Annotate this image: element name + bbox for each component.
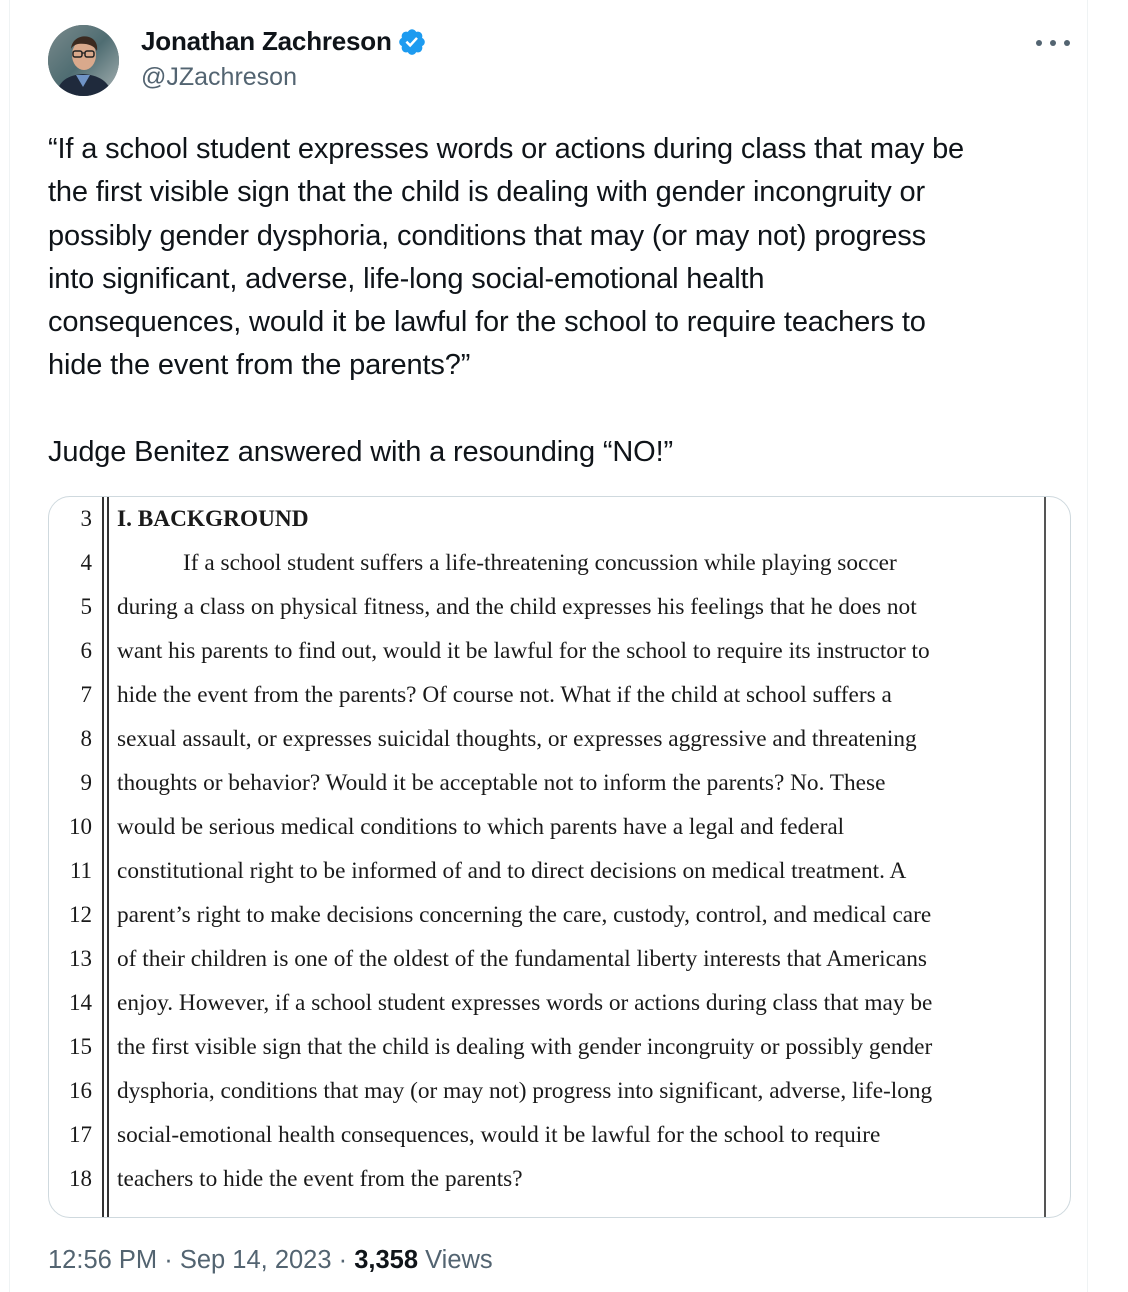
tweet-text-line: “If a school student expresses words or actions during class that may be [48, 133, 965, 165]
document-line-text: the first visible sign that the child is dealing with gender incongruity or possibly gender [117, 1034, 933, 1060]
tweet-card [9, 0, 1088, 1292]
line-number: 6 [80, 638, 92, 663]
line-number: 7 [80, 682, 92, 707]
tweet-text-line: into significant, adverse, life-long social-emotional health [48, 262, 765, 295]
tweet-date[interactable]: Sep 14, 2023 [179, 1246, 332, 1274]
document-line-text: during a class on physical fitness, and the child expresses his feelings that he does not [117, 594, 917, 620]
document-line [49, 1069, 1070, 1113]
document-line [49, 497, 1070, 541]
author-name-row [141, 26, 427, 57]
document-line [49, 761, 1070, 805]
profile-photo-icon [48, 25, 119, 96]
document-line-text: parent’s right to make decisions concerning the care, custody, control, and medical care [117, 902, 932, 928]
author-handle[interactable]: @JZachreson [141, 63, 297, 91]
document-line [49, 849, 1070, 893]
line-number: 3 [80, 506, 92, 531]
more-dot-icon [1036, 40, 1042, 46]
document-line-text: teachers to hide the event from the parents? [117, 1166, 523, 1192]
line-number: 12 [69, 902, 92, 927]
tweet-metadata [48, 1246, 493, 1275]
document-line [49, 585, 1070, 629]
document-line [49, 673, 1070, 717]
document-line [49, 1157, 1070, 1201]
document-line-text: want his parents to find out, would it be lawful for the school to require its instructor to [117, 638, 930, 664]
more-dot-icon [1050, 40, 1056, 46]
tweet-text-line: consequences, would it be lawful for the school to require teachers to [48, 306, 926, 339]
tweet-text-line: the first visible sign that the child is dealing with gender incongruity or [48, 176, 925, 209]
more-options-button[interactable] [1036, 32, 1070, 54]
meta-separator: · [331, 1246, 355, 1274]
document-line [49, 717, 1070, 761]
document-line-text: social-emotional health consequences, would it be lawful for the school to require [117, 1122, 881, 1148]
tweet-text [48, 128, 1078, 474]
line-number: 18 [69, 1166, 92, 1191]
line-number: 5 [80, 594, 92, 619]
avatar[interactable] [48, 25, 119, 96]
paragraph-gap [48, 388, 1078, 431]
document-line [49, 937, 1070, 981]
tweet-time[interactable]: 12:56 PM [48, 1246, 158, 1274]
line-number: 10 [69, 814, 92, 839]
document-line [49, 805, 1070, 849]
document-line [49, 981, 1070, 1025]
views-count: 3,358 [354, 1246, 419, 1274]
author-display-name[interactable]: Jonathan Zachreson [141, 26, 392, 56]
document-line [49, 893, 1070, 937]
document-line-text: dysphoria, conditions that may (or may not) progress into significant, adverse, life-long [117, 1078, 933, 1104]
document-line-text: would be serious medical conditions to which parents have a legal and federal [117, 814, 845, 840]
court-document-excerpt [49, 497, 1070, 1217]
meta-separator: · [157, 1246, 180, 1274]
document-line-text: enjoy. However, if a school student expresses words or actions during class that may be [117, 990, 933, 1016]
line-number: 13 [69, 946, 92, 971]
views-label: Views [418, 1246, 493, 1274]
line-number: 9 [80, 770, 92, 795]
document-line-text: sexual assault, or expresses suicidal thoughts, or expresses aggressive and threatening [117, 726, 917, 752]
line-number: 8 [80, 726, 92, 751]
line-number: 17 [69, 1122, 92, 1147]
tweet-text-line: possibly gender dysphoria, conditions that may (or may not) progress [48, 219, 926, 252]
document-line [49, 541, 1070, 585]
more-dot-icon [1064, 40, 1070, 46]
document-line-text: constitutional right to be informed of and to direct decisions on medical treatment. A [117, 858, 907, 884]
tweet-text-line: hide the event from the parents?” [48, 349, 471, 382]
document-line-text: of their children is one of the oldest of the fundamental liberty interests that Americans [117, 946, 927, 972]
verified-badge-icon [397, 27, 427, 57]
document-line [49, 629, 1070, 673]
attached-document-image[interactable] [48, 496, 1071, 1218]
line-number: 11 [69, 858, 92, 883]
document-line [49, 1025, 1070, 1069]
line-number: 14 [69, 990, 92, 1015]
tweet-quote [48, 128, 1078, 388]
line-number: 4 [80, 550, 92, 575]
document-line [49, 1201, 1070, 1218]
document-line-text: hide the event from the parents? Of course not. What if the child at school suffers a [117, 682, 892, 708]
line-number: 15 [69, 1034, 92, 1059]
tweet-closing-line: Judge Benitez answered with a resounding “NO!” [48, 435, 673, 468]
document-line-text: If a school student suffers a life-threatening concussion while playing soccer [183, 550, 897, 576]
document-line-text: thoughts or behavior? Would it be acceptable not to inform the parents? No. These [117, 770, 886, 796]
line-number: 16 [69, 1078, 92, 1103]
document-line [49, 1113, 1070, 1157]
section-heading: I. BACKGROUND [117, 506, 309, 532]
